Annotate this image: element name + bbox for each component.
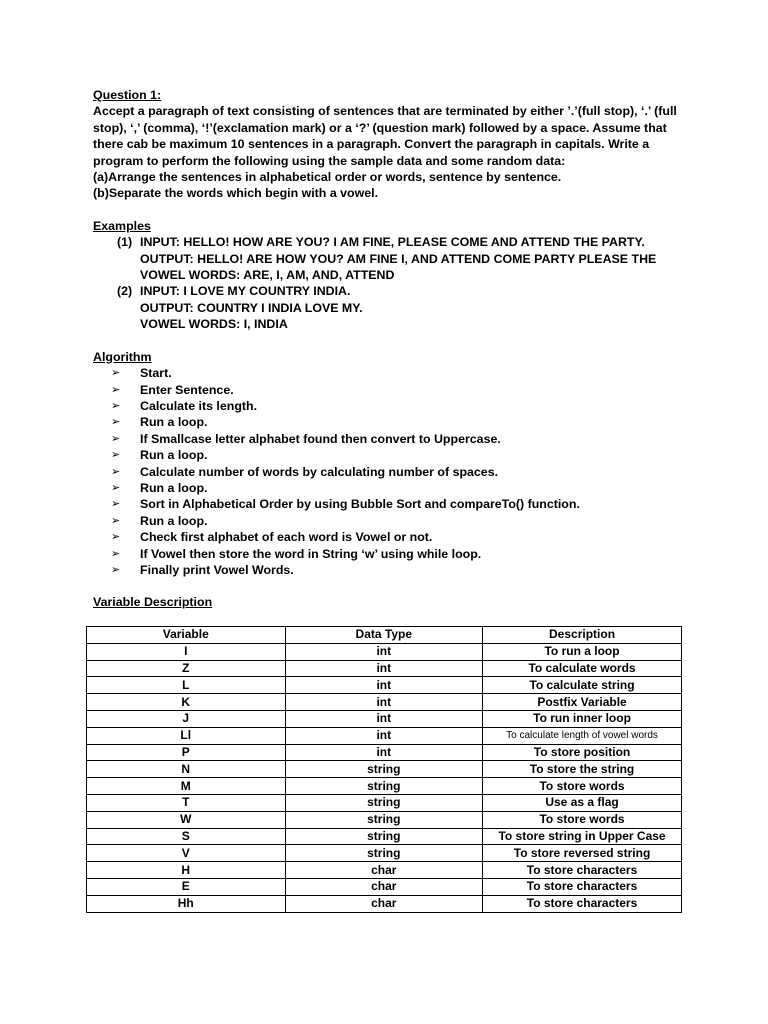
algorithm-step xyxy=(111,431,688,447)
algorithm-step-text: Check first alphabet of each word is Vowel or not. xyxy=(140,530,433,545)
algorithm-step xyxy=(111,447,688,463)
question-line: (a)Arrange the sentences in alphabetical order or words, sentence by sentence. xyxy=(93,170,562,185)
description-cell: To calculate words xyxy=(483,660,682,677)
question-line: (b)Separate the words which begin with a vowel. xyxy=(93,186,379,201)
column-header-variable: Variable xyxy=(87,627,286,644)
algorithm-steps xyxy=(111,365,688,578)
table-row xyxy=(87,828,682,845)
table-header-row xyxy=(87,627,682,644)
arrowhead-bullet-icon: ➢ xyxy=(111,399,121,412)
algorithm-step xyxy=(111,529,688,545)
variable-cell: Z xyxy=(87,660,286,677)
data-type-cell: int xyxy=(285,643,483,660)
algorithm-step xyxy=(111,365,688,381)
description-cell: To store reversed string xyxy=(483,845,682,862)
document-page xyxy=(93,87,688,611)
example-number: (2) xyxy=(117,284,133,299)
example-line: OUTPUT: COUNTRY I INDIA LOVE MY. xyxy=(140,300,363,315)
examples-list xyxy=(117,234,688,332)
description-cell: To store position xyxy=(483,744,682,761)
data-type-cell: char xyxy=(285,862,483,879)
table-row xyxy=(87,694,682,711)
data-type-cell: int xyxy=(285,727,483,744)
table-row xyxy=(87,845,682,862)
variable-cell: I xyxy=(87,643,286,660)
algorithm-step-text: Run a loop. xyxy=(140,480,208,495)
table-row xyxy=(87,794,682,811)
table-row xyxy=(87,895,682,912)
arrowhead-bullet-icon: ➢ xyxy=(111,498,121,511)
algorithm-step xyxy=(111,398,688,414)
example-line: INPUT: HELLO! HOW ARE YOU? I AM FINE, PLEASE COME AND ATTEND THE PARTY. xyxy=(140,235,645,250)
algorithm-step xyxy=(111,464,688,480)
arrowhead-bullet-icon: ➢ xyxy=(111,367,121,380)
data-type-cell: string xyxy=(285,761,483,778)
data-type-cell: int xyxy=(285,694,483,711)
description-cell: To store words xyxy=(483,778,682,795)
description-cell: Use as a flag xyxy=(483,794,682,811)
algorithm-step-text: If Vowel then store the word in String ‘w’ using while loop. xyxy=(140,546,482,561)
description-cell: To store characters xyxy=(483,895,682,912)
algorithm-step xyxy=(111,414,688,430)
example-line: VOWEL WORDS: ARE, I, AM, AND, ATTEND xyxy=(140,268,395,283)
arrowhead-bullet-icon: ➢ xyxy=(111,449,121,462)
arrowhead-bullet-icon: ➢ xyxy=(111,416,121,429)
algorithm-step xyxy=(111,513,688,529)
description-cell: To store characters xyxy=(483,862,682,879)
description-cell: Postfix Variable xyxy=(483,694,682,711)
table-row xyxy=(87,727,682,744)
variable-cell: H xyxy=(87,862,286,879)
data-type-cell: string xyxy=(285,778,483,795)
variable-cell: V xyxy=(87,845,286,862)
variable-table xyxy=(86,626,682,913)
algorithm-step-text: Calculate its length. xyxy=(140,398,258,413)
data-type-cell: string xyxy=(285,845,483,862)
table-body xyxy=(87,643,682,912)
variable-description-heading: Variable Description xyxy=(93,595,213,610)
question-text xyxy=(93,103,688,201)
algorithm-step xyxy=(111,496,688,512)
example-number: (1) xyxy=(117,235,133,250)
data-type-cell: int xyxy=(285,710,483,727)
description-cell: To run a loop xyxy=(483,643,682,660)
variable-cell: Ll xyxy=(87,727,286,744)
algorithm-step-text: If Smallcase letter alphabet found then convert to Uppercase. xyxy=(140,431,501,446)
arrowhead-bullet-icon: ➢ xyxy=(111,563,121,576)
example-line: INPUT: I LOVE MY COUNTRY INDIA. xyxy=(140,284,351,299)
algorithm-step xyxy=(111,382,688,398)
arrowhead-bullet-icon: ➢ xyxy=(111,514,121,527)
algorithm-step-text: Calculate number of words by calculating number of spaces. xyxy=(140,464,499,479)
variable-cell: J xyxy=(87,710,286,727)
question-line: Accept a paragraph of text consisting of sentences that are terminated by either ’.’(full stop), ‘.’ (full xyxy=(93,104,677,119)
description-cell: To store string in Upper Case xyxy=(483,828,682,845)
algorithm-step xyxy=(111,480,688,496)
example-line: VOWEL WORDS: I, INDIA xyxy=(140,317,288,332)
description-cell: To calculate length of vowel words xyxy=(483,727,682,744)
table-row xyxy=(87,744,682,761)
algorithm-step-text: Run a loop. xyxy=(140,513,208,528)
data-type-cell: int xyxy=(285,744,483,761)
example-item xyxy=(117,234,688,283)
example-item xyxy=(117,283,688,332)
table-row xyxy=(87,710,682,727)
data-type-cell: string xyxy=(285,828,483,845)
data-type-cell: char xyxy=(285,895,483,912)
variable-cell: S xyxy=(87,828,286,845)
column-header-data-type: Data Type xyxy=(285,627,483,644)
question-heading: Question 1: xyxy=(93,88,162,102)
description-cell: To store words xyxy=(483,811,682,828)
algorithm-step-text: Run a loop. xyxy=(140,415,208,430)
description-cell: To store the string xyxy=(483,761,682,778)
variable-cell: N xyxy=(87,761,286,778)
variable-cell: P xyxy=(87,744,286,761)
examples-heading: Examples xyxy=(93,218,151,233)
variable-cell: L xyxy=(87,677,286,694)
variable-cell: Hh xyxy=(87,895,286,912)
arrowhead-bullet-icon: ➢ xyxy=(111,481,121,494)
variable-cell: T xyxy=(87,794,286,811)
table-row xyxy=(87,811,682,828)
variable-cell: K xyxy=(87,694,286,711)
data-type-cell: string xyxy=(285,811,483,828)
arrowhead-bullet-icon: ➢ xyxy=(111,383,121,396)
table-row xyxy=(87,862,682,879)
description-cell: To calculate string xyxy=(483,677,682,694)
question-line: there cab be maximum 10 sentences in a paragraph. Convert the paragraph in capitals. Write a xyxy=(93,137,650,152)
algorithm-step xyxy=(111,546,688,562)
algorithm-step-text: Run a loop. xyxy=(140,448,208,463)
algorithm-step-text: Finally print Vowel Words. xyxy=(140,562,294,577)
arrowhead-bullet-icon: ➢ xyxy=(111,531,121,544)
question-line: stop), ‘,’ (comma), ‘!’(exclamation mark) or a ‘?’ (question mark) followed by a space. Assume that xyxy=(93,120,667,135)
data-type-cell: int xyxy=(285,677,483,694)
table-row xyxy=(87,778,682,795)
description-cell: To store characters xyxy=(483,878,682,895)
arrowhead-bullet-icon: ➢ xyxy=(111,432,121,445)
data-type-cell: char xyxy=(285,878,483,895)
column-header-description: Description xyxy=(483,627,682,644)
algorithm-step-text: Start. xyxy=(140,366,172,381)
example-line: OUTPUT: HELLO! ARE HOW YOU? AM FINE I, AND ATTEND COME PARTY PLEASE THE xyxy=(140,251,657,266)
algorithm-heading: Algorithm xyxy=(93,349,152,364)
variable-cell: W xyxy=(87,811,286,828)
variable-cell: E xyxy=(87,878,286,895)
data-type-cell: int xyxy=(285,660,483,677)
table-row xyxy=(87,761,682,778)
description-cell: To run inner loop xyxy=(483,710,682,727)
question-line: program to perform the following using the sample data and some random data: xyxy=(93,153,566,168)
arrowhead-bullet-icon: ➢ xyxy=(111,465,121,478)
variable-cell: M xyxy=(87,778,286,795)
arrowhead-bullet-icon: ➢ xyxy=(111,547,121,560)
table-row xyxy=(87,660,682,677)
data-type-cell: string xyxy=(285,794,483,811)
table-row xyxy=(87,643,682,660)
algorithm-step-text: Sort in Alphabetical Order by using Bubble Sort and compareTo() function. xyxy=(140,497,580,512)
table-row xyxy=(87,677,682,694)
algorithm-step-text: Enter Sentence. xyxy=(140,382,234,397)
table-row xyxy=(87,878,682,895)
algorithm-step xyxy=(111,562,688,578)
